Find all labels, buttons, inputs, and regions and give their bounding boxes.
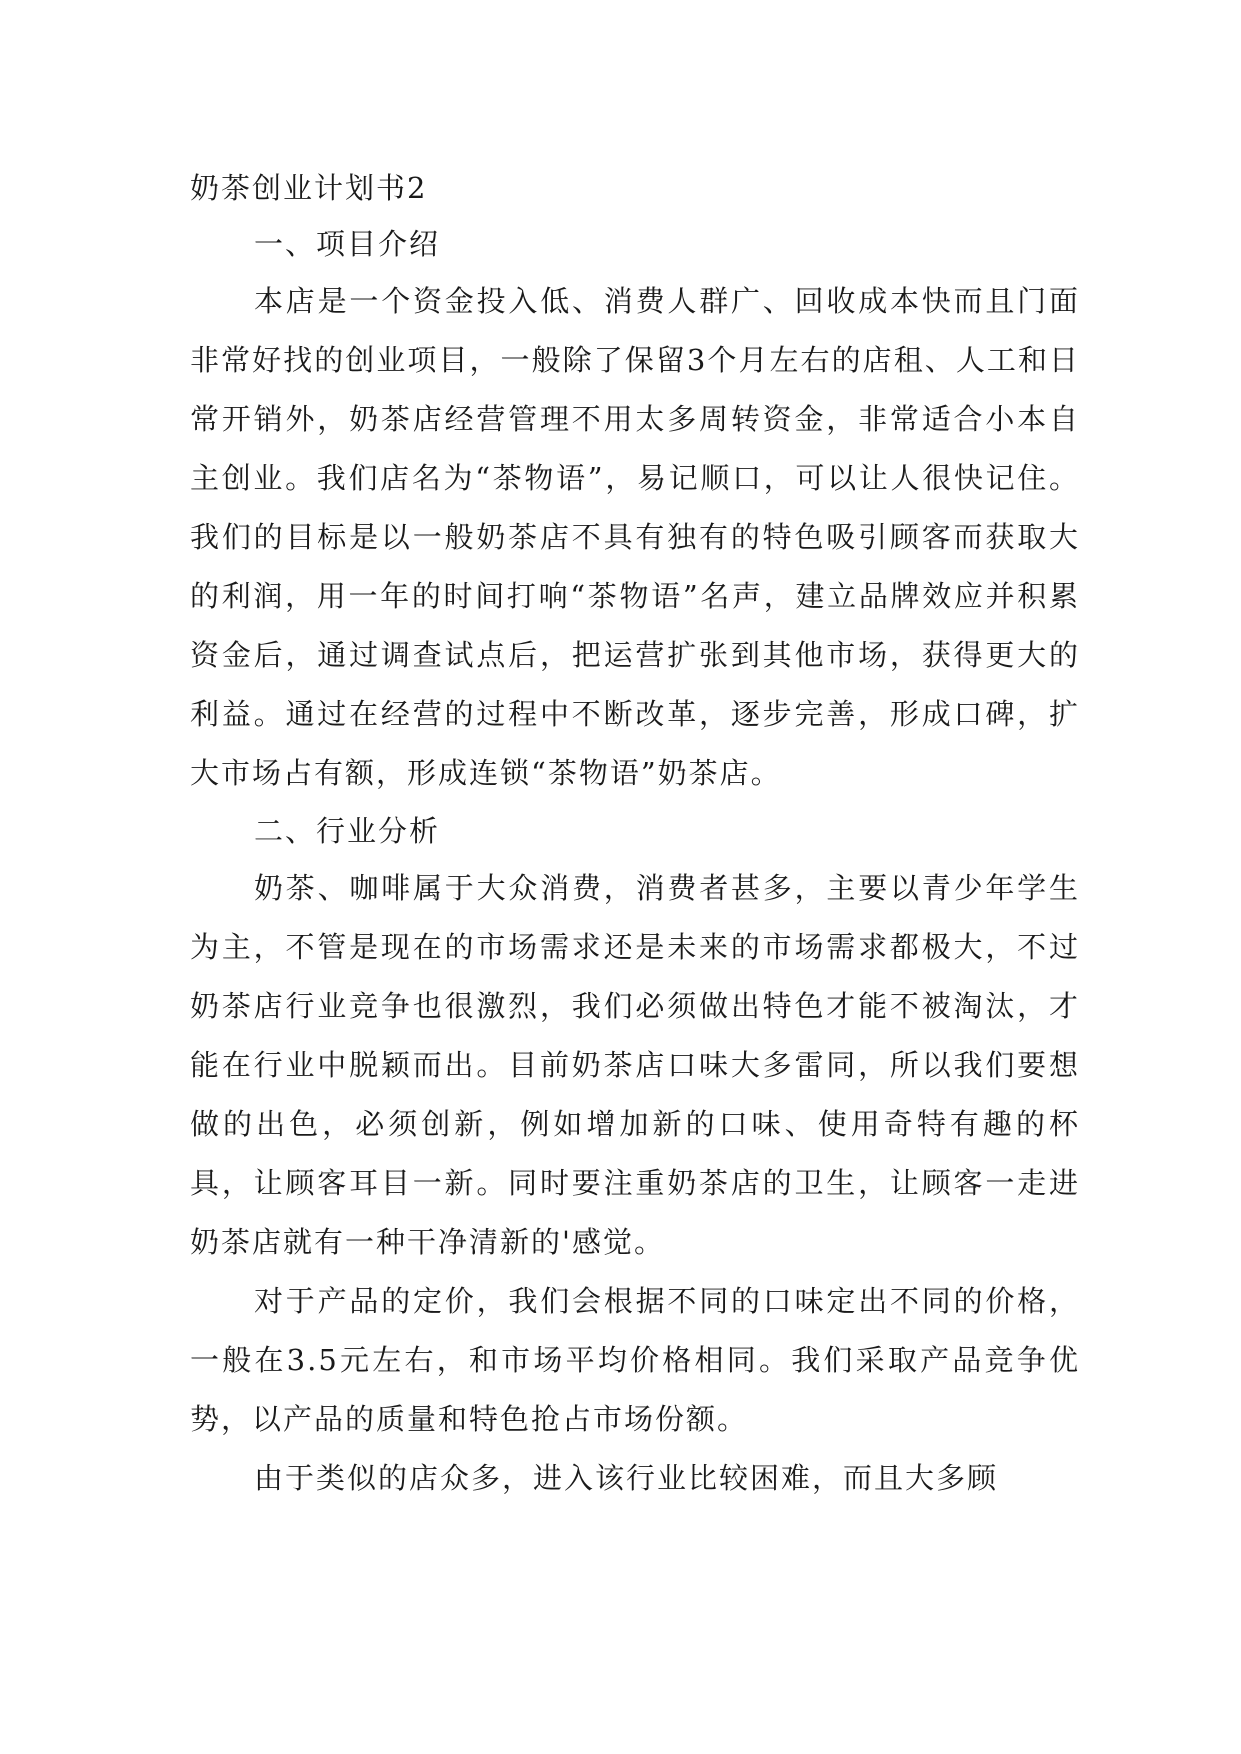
paragraph-industry-analysis-2: 对于产品的定价，我们会根据不同的口味定出不同的价格，一般在3.5元左右，和市场平均价格相同。我们采取产品竞争优势，以产品的质量和特色抢占市场份额。 bbox=[190, 1284, 1080, 1436]
paragraph-industry-analysis-3: 由于类似的店众多，进入该行业比较困难，而且大多顾 bbox=[254, 1461, 999, 1495]
document-body bbox=[190, 160, 1080, 1508]
section-heading-project-intro: 一、项目介绍 bbox=[254, 227, 441, 261]
section-heading-industry-analysis: 二、行业分析 bbox=[254, 814, 441, 848]
paragraph-industry-analysis-1: 奶茶、咖啡属于大众消费，消费者甚多，主要以青少年学生为主，不管是现在的市场需求还是未来的市场需求都极大，不过奶茶店行业竞争也很激烈，我们必须做出特色才能不被淘汰，才能在行业中脱颖而出。目前奶茶店口味大多雷同，所以我们要想做的出色，必须创新，例如增加新的口味、使用奇特有趣的杯具，让顾客耳目一新。同时要注重奶茶店的卫生，让顾客一走进奶茶店就有一种干净清新的'感觉。 bbox=[190, 871, 1080, 1259]
document-title: 奶茶创业计划书2 bbox=[190, 171, 428, 205]
paragraph-project-intro: 本店是一个资金投入低、消费人群广、回收成本快而且门面非常好找的创业项目，一般除了保留3个月左右的店租、人工和日常开销外，奶茶店经营管理不用太多周转资金，非常适合小本自主创业。我们店名为“茶物语”，易记顺口，可以让人很快记住。我们的目标是以一般奶茶店不具有独有的特色吸引顾客而获取大的利润，用一年的时间打响“茶物语”名声，建立品牌效应并积累资金后，通过调查试点后，把运营扩张到其他市场，获得更大的利益。通过在经营的过程中不断改革，逐步完善，形成口碑，扩大市场占有额，形成连锁“茶物语”奶茶店。 bbox=[190, 284, 1080, 790]
